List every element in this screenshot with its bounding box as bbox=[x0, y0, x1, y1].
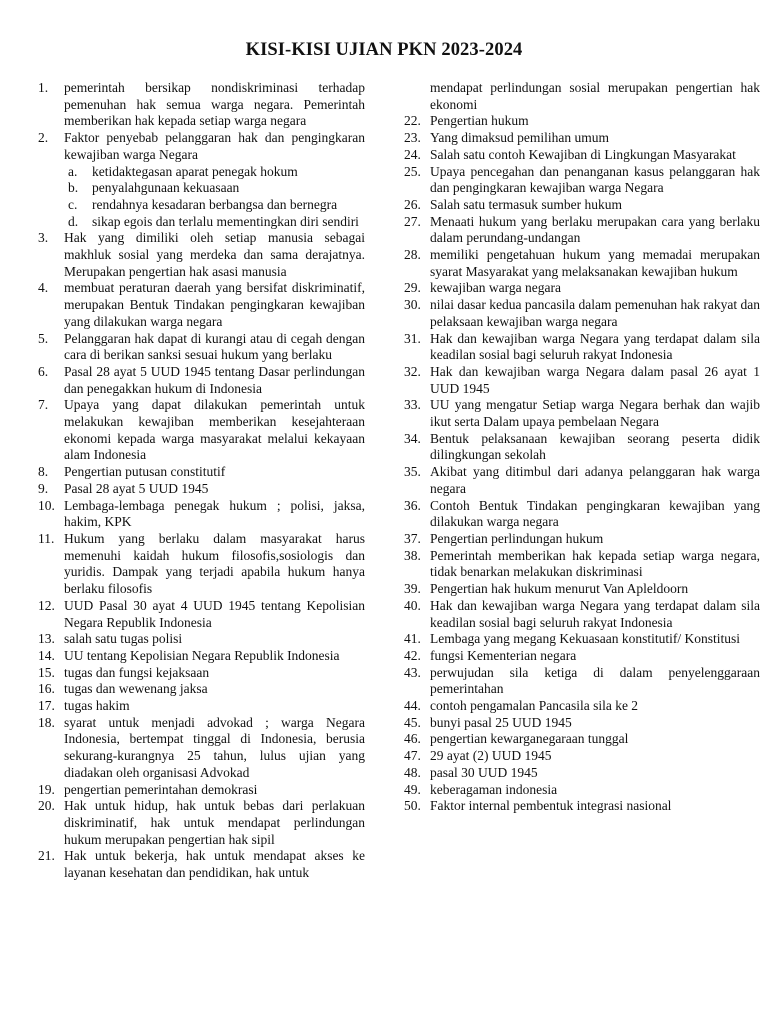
item-text: Akibat yang ditimbul dari adanya pelanggaran hak warga negara bbox=[430, 464, 760, 496]
item-text: Pengertian hukum bbox=[430, 113, 529, 129]
list-item bbox=[38, 648, 365, 665]
item-text: pengertian pemerintahan demokrasi bbox=[64, 781, 258, 797]
item-number: 8. bbox=[38, 464, 49, 480]
sub-item bbox=[38, 197, 365, 214]
list-item bbox=[404, 280, 760, 297]
list-item bbox=[404, 548, 760, 581]
list-item bbox=[404, 665, 760, 698]
item-number: 5. bbox=[38, 330, 49, 346]
item-number: 24. bbox=[404, 146, 421, 162]
list-item bbox=[38, 782, 365, 799]
item-number: 11. bbox=[38, 530, 55, 546]
item-text: keberagaman indonesia bbox=[430, 781, 558, 797]
item-number: 31. bbox=[404, 330, 421, 346]
left-column bbox=[38, 80, 365, 882]
list-item bbox=[38, 698, 365, 715]
item-number: 39. bbox=[404, 581, 421, 597]
item-number: 35. bbox=[404, 464, 421, 480]
list-item bbox=[38, 280, 365, 330]
item-number: 23. bbox=[404, 130, 421, 146]
item-number: 1. bbox=[38, 80, 49, 95]
sub-item bbox=[38, 214, 365, 231]
item-text: perwujudan sila ketiga di dalam penyelenggaraan pemerintahan bbox=[430, 664, 760, 697]
sub-item-letter: c. bbox=[68, 196, 78, 212]
item-text: tugas dan wewenang jaksa bbox=[64, 681, 208, 697]
list-item bbox=[38, 681, 365, 698]
list-item bbox=[38, 80, 365, 130]
item-text: Yang dimaksud pemilihan umum bbox=[430, 130, 610, 146]
item-number: 14. bbox=[38, 647, 55, 663]
item-number: 3. bbox=[38, 230, 49, 246]
list-item bbox=[38, 464, 365, 481]
item-number: 32. bbox=[404, 363, 421, 379]
sub-item bbox=[38, 180, 365, 197]
item-text: Pengertian hak hukum menurut Van Apleldoorn bbox=[430, 581, 689, 597]
list-item bbox=[404, 765, 760, 782]
item-text: Pelanggaran hak dapat di kurangi atau di cegah dengan cara di berikan sanksi sesuai hukum yang berlaku bbox=[64, 330, 365, 363]
list-item bbox=[404, 214, 760, 247]
item-number: 37. bbox=[404, 530, 421, 546]
list-item bbox=[404, 364, 760, 397]
item-number: 16. bbox=[38, 681, 55, 697]
item-number: 46. bbox=[404, 731, 421, 747]
item-text: fungsi Kementerian negara bbox=[430, 647, 577, 663]
item-text: Hak dan kewajiban warga Negara yang terdapat dalam sila keadilan sosial bagi seluruh rakyat Indonesia bbox=[430, 597, 760, 630]
continued-text: mendapat perlindungan sosial merupakan pengertian hak ekonomi bbox=[430, 80, 760, 112]
list-item bbox=[38, 481, 365, 498]
item-number: 48. bbox=[404, 764, 421, 780]
sub-item-letter: b. bbox=[68, 180, 79, 196]
item-text: Pasal 28 ayat 5 UUD 1945 tentang Dasar perlindungan dan penegakkan hukum di Indonesia bbox=[64, 363, 365, 396]
item-text: Pemerintah memberikan hak kepada setiap warga negara, tidak benarkan melakukan diskriminasi bbox=[430, 547, 760, 580]
item-text: syarat untuk menjadi advokad ; warga Negara Indonesia, bertempat tinggal di Indonesia, berusia sekurang-kurangnya 25 tahun, lulus ujian yang diadakan oleh organisasi Advokad bbox=[64, 714, 365, 780]
list-item bbox=[38, 798, 365, 848]
sub-item-text: rendahnya kesadaran berbangsa dan bernegra bbox=[92, 196, 338, 212]
list-item bbox=[404, 464, 760, 497]
sub-item-letter: d. bbox=[68, 213, 79, 229]
list-item bbox=[38, 397, 365, 464]
item-number: 19. bbox=[38, 781, 55, 797]
list-item bbox=[404, 715, 760, 732]
list-item bbox=[404, 197, 760, 214]
item-number: 27. bbox=[404, 213, 421, 229]
item-number: 2. bbox=[38, 130, 49, 146]
item-text: Lembaga yang megang Kekuasaan konstitutif/ Konstitusi bbox=[430, 631, 741, 647]
list-item bbox=[404, 648, 760, 665]
item-text: UU yang mengatur Setiap warga Negara berhak dan wajib ikut serta Dalam upaya pembelaan Negara bbox=[430, 397, 760, 430]
list-item bbox=[404, 598, 760, 631]
list-item bbox=[404, 782, 760, 799]
item-number: 9. bbox=[38, 480, 49, 496]
item-text: Hak dan kewajiban warga Negara dalam pasal 26 ayat 1 UUD 1945 bbox=[430, 363, 760, 396]
item-text: Hak untuk bekerja, hak untuk mendapat akses ke layanan kesehatan dan pendidikan, hak untuk bbox=[64, 848, 365, 881]
item-text: Hak untuk hidup, hak untuk bebas dari perlakuan diskriminatif, hak untuk mendapat perlindungan hukum merupakan pengertian hak sipil bbox=[64, 798, 365, 847]
item-text: salah satu tugas polisi bbox=[64, 631, 183, 647]
item-number: 42. bbox=[404, 647, 421, 663]
item-text: UUD Pasal 30 ayat 4 UUD 1945 tentang Kepolisian Negara Republik Indonesia bbox=[64, 597, 365, 630]
item-text: kewajiban warga negara bbox=[430, 280, 561, 296]
item-number: 41. bbox=[404, 631, 421, 647]
list-item bbox=[404, 247, 760, 280]
item-text: Hukum yang berlaku dalam masyarakat harus memenuhi kaidah hukum filosofis,sosiologis dan yuridis. Dampak yang terjadi apabila hukum hanya berlaku filosofis bbox=[64, 530, 365, 597]
item-number: 20. bbox=[38, 798, 55, 814]
sub-item-text: penyalahgunaan kekuasaan bbox=[92, 180, 240, 196]
list-item bbox=[404, 731, 760, 748]
item-number: 25. bbox=[404, 163, 421, 179]
item-text: membuat peraturan daerah yang bersifat diskriminatif, merupakan Bentuk Tindakan pengingkaran kewajiban yang dilakukan warga negara bbox=[64, 280, 365, 329]
list-item bbox=[404, 498, 760, 531]
item-number: 6. bbox=[38, 363, 49, 379]
list-item bbox=[38, 665, 365, 682]
item-number: 30. bbox=[404, 297, 421, 313]
list-item bbox=[38, 230, 365, 280]
item-number: 29. bbox=[404, 280, 421, 296]
item-text: Upaya pencegahan dan penanganan kasus pelanggaran hak dan pengingkaran kewajiban warga Negara bbox=[430, 163, 760, 196]
item-text: Faktor penyebab pelanggaran hak dan pengingkaran kewajiban warga Negara bbox=[64, 130, 365, 162]
item-number: 10. bbox=[38, 497, 55, 513]
page-title: KISI-KISI UJIAN PKN 2023-2024 bbox=[245, 40, 523, 60]
item-text: Contoh Bentuk Tindakan pengingkaran kewajiban yang dilakukan warga negara bbox=[430, 497, 760, 530]
item-number: 36. bbox=[404, 497, 421, 513]
item-number: 4. bbox=[38, 280, 49, 296]
list-item bbox=[404, 331, 760, 364]
item-text: Pengertian perlindungan hukum bbox=[430, 530, 604, 546]
list-item bbox=[38, 331, 365, 364]
list-item bbox=[404, 748, 760, 765]
item-text: nilai dasar kedua pancasila dalam pemenuhan hak rakyat dan pelaksaan kewajiban warga negara bbox=[430, 297, 760, 329]
item-text: tugas hakim bbox=[64, 698, 130, 714]
item-text: Bentuk pelaksanaan kewajiban seorang peserta didik dilingkungan sekolah bbox=[430, 430, 760, 463]
right-column bbox=[404, 80, 760, 815]
sub-item-text: sikap egois dan terlalu mementingkan diri sendiri bbox=[92, 213, 359, 229]
sub-item bbox=[38, 164, 365, 181]
list-item bbox=[404, 397, 760, 430]
item-text: pengertian kewarganegaraan tunggal bbox=[430, 731, 629, 747]
item-number: 21. bbox=[38, 848, 55, 864]
list-item bbox=[404, 297, 760, 330]
item-text: UU tentang Kepolisian Negara Republik Indonesia bbox=[64, 647, 340, 663]
item-text: bunyi pasal 25 UUD 1945 bbox=[430, 714, 572, 730]
item-number: 33. bbox=[404, 397, 421, 413]
list-item bbox=[38, 715, 365, 782]
item-number: 7. bbox=[38, 397, 49, 413]
item-text: Salah satu termasuk sumber hukum bbox=[430, 196, 622, 212]
item-text: Upaya yang dapat dilakukan pemerintah untuk melakukan kewajiban memberikan kesejahteraan ekonomi kepada warga masyarakat melalui kekayaan alam Indonesia bbox=[64, 397, 365, 463]
item-text: pasal 30 UUD 1945 bbox=[430, 764, 538, 780]
item-number: 40. bbox=[404, 597, 421, 613]
item-number: 13. bbox=[38, 631, 55, 647]
item-text: 29 ayat (2) UUD 1945 bbox=[430, 748, 552, 764]
list-item bbox=[38, 130, 365, 163]
item-text: Pasal 28 ayat 5 UUD 1945 bbox=[64, 480, 209, 496]
list-item bbox=[404, 130, 760, 147]
list-item bbox=[404, 431, 760, 464]
item-number: 50. bbox=[404, 798, 421, 814]
item-text: Menaati hukum yang berlaku merupakan cara yang berlaku dalam perundang-undangan bbox=[430, 213, 760, 246]
list-item bbox=[404, 531, 760, 548]
item-number: 26. bbox=[404, 196, 421, 212]
item-number: 28. bbox=[404, 247, 421, 263]
item-number: 49. bbox=[404, 781, 421, 797]
item-text: contoh pengamalan Pancasila sila ke 2 bbox=[430, 698, 639, 714]
item-number: 47. bbox=[404, 748, 421, 764]
item-text: Hak yang dimiliki oleh setiap manusia sebagai makhluk sosial yang merdeka dan sama derajatnya. Merupakan pengertian hak asasi manusia bbox=[64, 230, 365, 279]
item-number: 44. bbox=[404, 698, 421, 714]
list-item bbox=[38, 631, 365, 648]
sub-item-text: ketidaktegasan aparat penegak hokum bbox=[92, 163, 298, 179]
item-number: 34. bbox=[404, 430, 421, 446]
list-item bbox=[38, 598, 365, 631]
item-number: 12. bbox=[38, 597, 55, 613]
sub-item-letter: a. bbox=[68, 163, 78, 179]
list-item bbox=[404, 698, 760, 715]
item-text: Pengertian putusan constitutif bbox=[64, 464, 226, 480]
list-item bbox=[404, 581, 760, 598]
item-number: 38. bbox=[404, 547, 421, 563]
item-text: Salah satu contoh Kewajiban di Lingkungan Masyarakat bbox=[430, 146, 736, 162]
item-number: 43. bbox=[404, 664, 421, 680]
list-item bbox=[38, 531, 365, 598]
item-number: 18. bbox=[38, 714, 55, 730]
list-item bbox=[404, 164, 760, 197]
list-item bbox=[38, 364, 365, 397]
item-text: tugas dan fungsi kejaksaan bbox=[64, 664, 210, 680]
list-item bbox=[404, 631, 760, 648]
item-text: memiliki pengetahuan hukum yang memadai merupakan syarat Masyarakat yang melaksanakan kewajiban hukum bbox=[430, 247, 760, 279]
item-text: Faktor internal pembentuk integrasi nasional bbox=[430, 798, 672, 814]
list-item bbox=[404, 113, 760, 130]
list-item bbox=[38, 848, 365, 881]
list-item bbox=[38, 498, 365, 531]
item-number: 22. bbox=[404, 113, 421, 129]
item-number: 45. bbox=[404, 714, 421, 730]
item-number: 15. bbox=[38, 664, 55, 680]
item-number: 17. bbox=[38, 698, 55, 714]
list-item bbox=[404, 798, 760, 815]
item-text: pemerintah bersikap nondiskriminasi terhadap pemenuhan hak semua warga negara. Pemerintah memberikan hak kepada setiap warga negara bbox=[64, 80, 365, 129]
item-text: Lembaga-lembaga penegak hukum ; polisi, jaksa, hakim, KPK bbox=[64, 497, 365, 530]
item-text: Hak dan kewajiban warga Negara yang terdapat dalam sila keadilan sosial bagi seluruh rakyat Indonesia bbox=[430, 330, 760, 363]
list-item bbox=[404, 147, 760, 164]
